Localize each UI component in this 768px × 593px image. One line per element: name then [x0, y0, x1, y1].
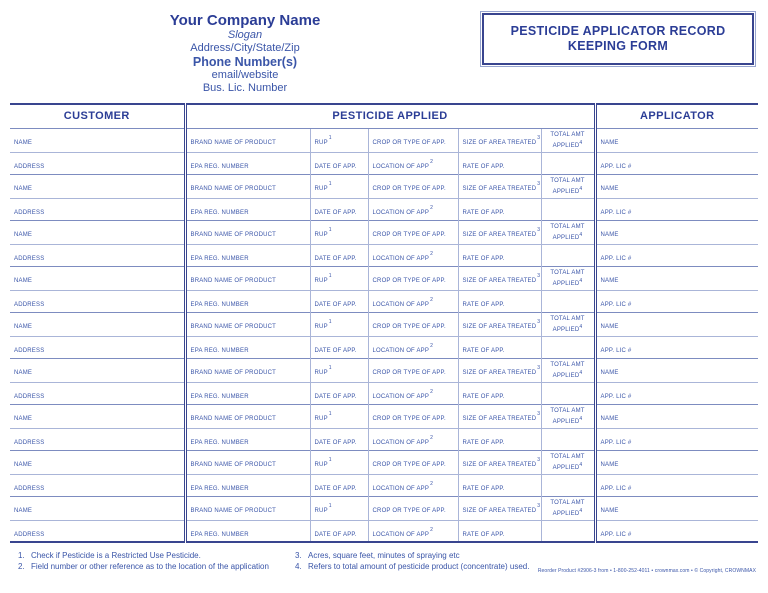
customer-address-cell: ADDRESS: [10, 520, 185, 542]
record-row-address: [10, 382, 758, 404]
area-treated-cell: SIZE OF AREA TREATED$^3$: [458, 220, 541, 244]
applicator-license-cell: APP. LIC #: [595, 382, 758, 404]
customer-name-cell: NAME: [10, 496, 185, 520]
record-row-name: [10, 174, 758, 198]
area-treated-cell: SIZE OF AREA TREATED$^3$: [458, 312, 541, 336]
date-of-app-cell: DATE OF APP.: [310, 474, 368, 496]
total-amt-blank-cell: [541, 474, 595, 496]
applicator-name-cell: NAME: [595, 358, 758, 382]
location-of-app-cell: LOCATION OF APP$^2$: [368, 336, 458, 358]
record-row-address: [10, 244, 758, 266]
total-amt-blank-cell: [541, 244, 595, 266]
applicator-name-cell: NAME: [595, 404, 758, 428]
applicator-name-cell: NAME: [595, 496, 758, 520]
rate-of-app-cell: RATE OF APP.: [458, 152, 541, 174]
applicator-name-cell: NAME: [595, 220, 758, 244]
epa-reg-number-cell: EPA REG. NUMBER: [185, 198, 310, 220]
area-treated-cell: SIZE OF AREA TREATED$^3$: [458, 174, 541, 198]
total-amt-blank-cell: [541, 198, 595, 220]
total-amt-blank-cell: [541, 428, 595, 450]
company-email: email/website: [211, 69, 279, 81]
footnote-2: 2. Field number or other reference as to the location of the application: [18, 562, 269, 571]
brand-name-cell: BRAND NAME OF PRODUCT: [185, 450, 310, 474]
customer-address-cell: ADDRESS: [10, 198, 185, 220]
company-phone: Phone Number(s): [192, 55, 298, 69]
customer-address-cell: ADDRESS: [10, 152, 185, 174]
record-row-name: [10, 358, 758, 382]
rup-cell: RUP$^1$: [310, 450, 368, 474]
total-amt-applied-cell: TOTAL AMT APPLIED$^4$: [541, 174, 595, 198]
record-row-name: [10, 496, 758, 520]
form-title-line1: PESTICIDE APPLICATOR RECORD: [510, 24, 726, 38]
crop-type-cell: CROP OR TYPE OF APP.: [368, 174, 458, 198]
crop-type-cell: CROP OR TYPE OF APP.: [368, 450, 458, 474]
record-row-name: [10, 128, 758, 152]
applicator-license-cell: APP. LIC #: [595, 520, 758, 542]
total-amt-applied-cell: TOTAL AMT APPLIED$^4$: [541, 220, 595, 244]
rate-of-app-cell: RATE OF APP.: [458, 198, 541, 220]
crop-type-cell: CROP OR TYPE OF APP.: [368, 266, 458, 290]
brand-name-cell: BRAND NAME OF PRODUCT: [185, 174, 310, 198]
epa-reg-number-cell: EPA REG. NUMBER: [185, 290, 310, 312]
company-slogan: Slogan: [227, 29, 263, 41]
total-amt-applied-cell: TOTAL AMT APPLIED$^4$: [541, 404, 595, 428]
customer-name-cell: NAME: [10, 220, 185, 244]
location-of-app-cell: LOCATION OF APP$^2$: [368, 244, 458, 266]
rup-cell: RUP$^1$: [310, 220, 368, 244]
company-name: Your Company Name: [169, 12, 321, 29]
brand-name-cell: BRAND NAME OF PRODUCT: [185, 404, 310, 428]
total-amt-blank-cell: [541, 520, 595, 542]
record-row-name: [10, 312, 758, 336]
rup-cell: RUP$^1$: [310, 312, 368, 336]
applicator-license-cell: APP. LIC #: [595, 152, 758, 174]
date-of-app-cell: DATE OF APP.: [310, 152, 368, 174]
record-row-address: [10, 152, 758, 174]
rate-of-app-cell: RATE OF APP.: [458, 520, 541, 542]
form-title-box: [482, 13, 754, 65]
record-row-address: [10, 290, 758, 312]
table-group-header-row: [10, 104, 758, 128]
customer-name-cell: NAME: [10, 404, 185, 428]
footnote-4: 4. Refers to total amount of pesticide product (concentrate) used.: [295, 562, 530, 571]
applicator-name-cell: NAME: [595, 266, 758, 290]
customer-address-cell: ADDRESS: [10, 428, 185, 450]
rate-of-app-cell: RATE OF APP.: [458, 336, 541, 358]
epa-reg-number-cell: EPA REG. NUMBER: [185, 474, 310, 496]
customer-name-cell: NAME: [10, 128, 185, 152]
date-of-app-cell: DATE OF APP.: [310, 428, 368, 450]
applicator-license-cell: APP. LIC #: [595, 336, 758, 358]
record-row-address: [10, 336, 758, 358]
applicator-license-cell: APP. LIC #: [595, 198, 758, 220]
customer-address-cell: ADDRESS: [10, 290, 185, 312]
date-of-app-cell: DATE OF APP.: [310, 336, 368, 358]
crop-type-cell: CROP OR TYPE OF APP.: [368, 496, 458, 520]
applicator-name-cell: NAME: [595, 174, 758, 198]
customer-address-cell: ADDRESS: [10, 382, 185, 404]
customer-address-cell: ADDRESS: [10, 244, 185, 266]
total-amt-blank-cell: [541, 382, 595, 404]
date-of-app-cell: DATE OF APP.: [310, 244, 368, 266]
total-amt-blank-cell: [541, 290, 595, 312]
rup-cell: RUP$^1$: [310, 404, 368, 428]
group-header-pesticide-applied: PESTICIDE APPLIED: [185, 104, 595, 128]
rate-of-app-cell: RATE OF APP.: [458, 382, 541, 404]
company-address: Address/City/State/Zip: [190, 42, 300, 54]
applicator-name-cell: NAME: [595, 450, 758, 474]
applicator-license-cell: APP. LIC #: [595, 244, 758, 266]
area-treated-cell: SIZE OF AREA TREATED$^3$: [458, 404, 541, 428]
customer-address-cell: ADDRESS: [10, 474, 185, 496]
footnotes-left: [18, 550, 269, 572]
applicator-license-cell: APP. LIC #: [595, 474, 758, 496]
applicator-name-cell: NAME: [595, 312, 758, 336]
brand-name-cell: BRAND NAME OF PRODUCT: [185, 358, 310, 382]
epa-reg-number-cell: EPA REG. NUMBER: [185, 382, 310, 404]
epa-reg-number-cell: EPA REG. NUMBER: [185, 336, 310, 358]
record-row-address: [10, 474, 758, 496]
record-row-address: [10, 428, 758, 450]
location-of-app-cell: LOCATION OF APP$^2$: [368, 198, 458, 220]
crop-type-cell: CROP OR TYPE OF APP.: [368, 358, 458, 382]
record-rows: [10, 128, 758, 542]
applicator-license-cell: APP. LIC #: [595, 428, 758, 450]
form-title-line2: KEEPING FORM: [567, 39, 669, 53]
customer-name-cell: NAME: [10, 312, 185, 336]
reorder-copyright-line: Reorder Product #2906-3 from • 1-800-252-4011 • crownmax.com • © Copyright, CROWNMAX: [537, 568, 756, 574]
total-amt-applied-cell: TOTAL AMT APPLIED$^4$: [541, 266, 595, 290]
rup-cell: RUP$^1$: [310, 174, 368, 198]
brand-name-cell: BRAND NAME OF PRODUCT: [185, 312, 310, 336]
record-row-address: [10, 198, 758, 220]
brand-name-cell: BRAND NAME OF PRODUCT: [185, 220, 310, 244]
footnote-1: 1. Check if Pesticide is a Restricted Use Pesticide.: [18, 551, 201, 560]
location-of-app-cell: LOCATION OF APP$^2$: [368, 152, 458, 174]
area-treated-cell: SIZE OF AREA TREATED$^3$: [458, 450, 541, 474]
date-of-app-cell: DATE OF APP.: [310, 382, 368, 404]
crop-type-cell: CROP OR TYPE OF APP.: [368, 404, 458, 428]
crop-type-cell: CROP OR TYPE OF APP.: [368, 128, 458, 152]
total-amt-applied-cell: TOTAL AMT APPLIED$^4$: [541, 450, 595, 474]
rate-of-app-cell: RATE OF APP.: [458, 290, 541, 312]
customer-address-cell: ADDRESS: [10, 336, 185, 358]
date-of-app-cell: DATE OF APP.: [310, 290, 368, 312]
record-row-name: [10, 266, 758, 290]
epa-reg-number-cell: EPA REG. NUMBER: [185, 428, 310, 450]
total-amt-blank-cell: [541, 336, 595, 358]
crop-type-cell: CROP OR TYPE OF APP.: [368, 312, 458, 336]
record-row-name: [10, 220, 758, 244]
rup-cell: RUP$^1$: [310, 128, 368, 152]
customer-name-cell: NAME: [10, 450, 185, 474]
location-of-app-cell: LOCATION OF APP$^2$: [368, 290, 458, 312]
location-of-app-cell: LOCATION OF APP$^2$: [368, 474, 458, 496]
area-treated-cell: SIZE OF AREA TREATED$^3$: [458, 358, 541, 382]
brand-name-cell: BRAND NAME OF PRODUCT: [185, 496, 310, 520]
location-of-app-cell: LOCATION OF APP$^2$: [368, 520, 458, 542]
rup-cell: RUP$^1$: [310, 266, 368, 290]
area-treated-cell: SIZE OF AREA TREATED$^3$: [458, 128, 541, 152]
group-header-customer: CUSTOMER: [10, 104, 185, 128]
rate-of-app-cell: RATE OF APP.: [458, 474, 541, 496]
epa-reg-number-cell: EPA REG. NUMBER: [185, 152, 310, 174]
applicator-name-cell: NAME: [595, 128, 758, 152]
footnote-3: 3. Acres, square feet, minutes of spraying etc: [295, 551, 460, 560]
date-of-app-cell: DATE OF APP.: [310, 198, 368, 220]
area-treated-cell: SIZE OF AREA TREATED$^3$: [458, 496, 541, 520]
date-of-app-cell: DATE OF APP.: [310, 520, 368, 542]
total-amt-applied-cell: TOTAL AMT APPLIED$^4$: [541, 312, 595, 336]
company-block: [120, 12, 370, 95]
total-amt-applied-cell: TOTAL AMT APPLIED$^4$: [541, 358, 595, 382]
company-business-license: Bus. Lic. Number: [202, 82, 288, 94]
rup-cell: RUP$^1$: [310, 358, 368, 382]
total-amt-applied-cell: TOTAL AMT APPLIED$^4$: [541, 128, 595, 152]
footnotes-right: [295, 550, 529, 572]
applicator-license-cell: APP. LIC #: [595, 290, 758, 312]
area-treated-cell: SIZE OF AREA TREATED$^3$: [458, 266, 541, 290]
total-amt-blank-cell: [541, 152, 595, 174]
record-table: [10, 103, 758, 543]
rate-of-app-cell: RATE OF APP.: [458, 244, 541, 266]
crop-type-cell: CROP OR TYPE OF APP.: [368, 220, 458, 244]
brand-name-cell: BRAND NAME OF PRODUCT: [185, 128, 310, 152]
epa-reg-number-cell: EPA REG. NUMBER: [185, 520, 310, 542]
group-header-applicator: APPLICATOR: [595, 104, 758, 128]
record-row-name: [10, 450, 758, 474]
location-of-app-cell: LOCATION OF APP$^2$: [368, 428, 458, 450]
total-amt-applied-cell: TOTAL AMT APPLIED$^4$: [541, 496, 595, 520]
record-row-name: [10, 404, 758, 428]
epa-reg-number-cell: EPA REG. NUMBER: [185, 244, 310, 266]
location-of-app-cell: LOCATION OF APP$^2$: [368, 382, 458, 404]
customer-name-cell: NAME: [10, 174, 185, 198]
rup-cell: RUP$^1$: [310, 496, 368, 520]
customer-name-cell: NAME: [10, 266, 185, 290]
record-row-address: [10, 520, 758, 542]
rate-of-app-cell: RATE OF APP.: [458, 428, 541, 450]
customer-name-cell: NAME: [10, 358, 185, 382]
brand-name-cell: BRAND NAME OF PRODUCT: [185, 266, 310, 290]
